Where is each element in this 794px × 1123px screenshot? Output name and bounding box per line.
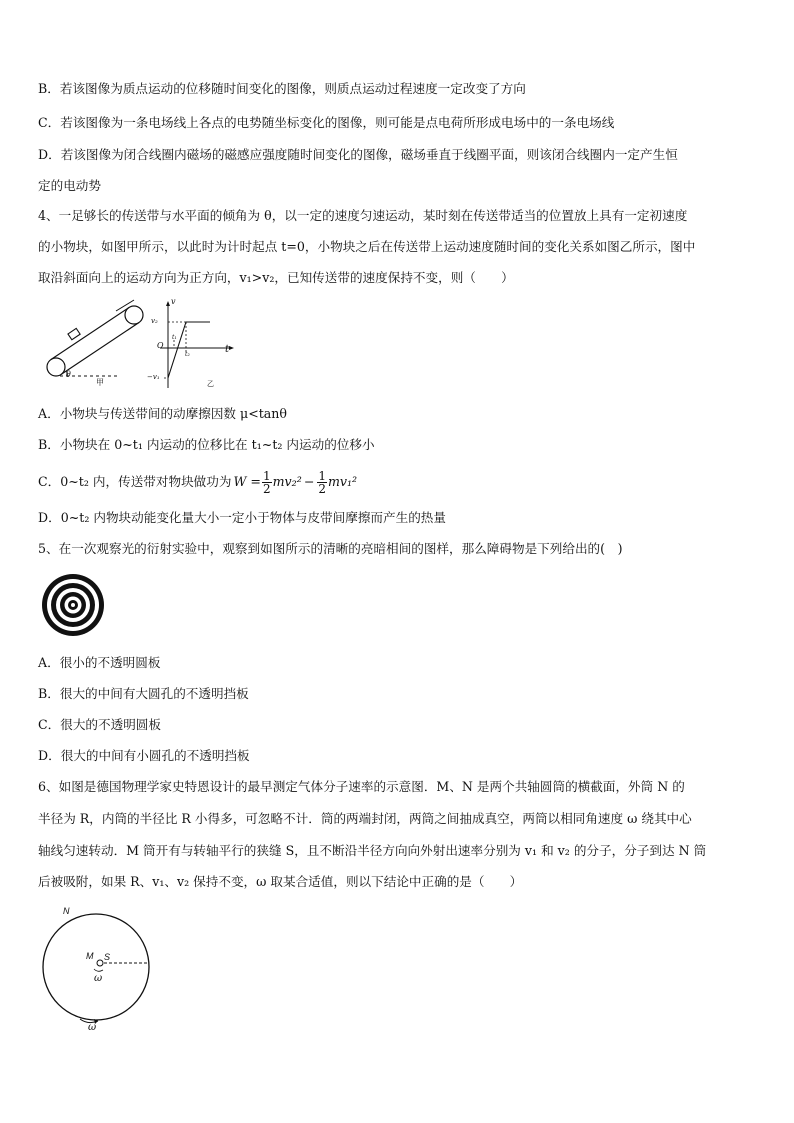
fraction-num: 1 [262, 468, 271, 483]
origin-label: O [157, 341, 164, 350]
diffraction-rings-figure [38, 570, 108, 640]
q3-option-b: B．若该图像为质点运动的位移随时间变化的图像，则质点运动过程速度一定改变了方向 [38, 81, 526, 96]
q3-option-c: C．若该图像为一条电场线上各点的电势随坐标变化的图像，则可能是点电荷所形成电场中的一条电场线 [38, 115, 615, 130]
mv2-squared: mv₂² [272, 474, 302, 489]
mv1-squared: mv₁² [327, 474, 358, 489]
minus-v1-label: −v₁ [147, 373, 160, 381]
q5-option-d: D．很大的中间有小圆孔的不透明挡板 [38, 748, 250, 763]
v2-label: v₂ [151, 317, 158, 325]
q6-stem-line4: 后被吸附，如果 R、v₁、v₂ 保持不变，ω 取某合适值，则以下结论中正确的是（ ） [38, 874, 523, 889]
q3-option-d-line2: 定的电动势 [38, 178, 101, 193]
q4-option-d: D．0~t₂ 内物块动能变化量大小一定小于物体与皮带间摩擦而产生的热量 [38, 510, 446, 525]
q4-stem-line1: 4、一足够长的传送带与水平面的倾角为 θ，以一定的速度匀速运动，某时刻在传送带适当的位置放上具有一定初速度 [38, 208, 688, 223]
q3-option-d-line1: D．若该图像为闭合线圈内磁场的磁感应强度随时间变化的图像，磁场垂直于线圈平面，则该闭合线圈内一定产生恒 [38, 147, 678, 162]
q4-option-a: A．小物块与传送带间的动摩擦因数 μ<tanθ [38, 406, 288, 421]
omega-outer-label: ω [88, 1022, 97, 1033]
fraction-half-2 [317, 470, 327, 495]
t2-label: t₂ [185, 351, 190, 358]
fraction-den: 2 [318, 481, 326, 496]
figure-yi-label: 乙 [207, 380, 214, 388]
q4-stem-line3: 取沿斜面向上的运动方向为正方向，v₁>v₂，已知传送带的速度保持不变，则（ ） [38, 270, 514, 285]
figure-jia-label: 甲 [96, 378, 104, 387]
q4-option-c-prefix: C．0~t₂ 内，传送带对物块做功为 [38, 474, 232, 489]
cylinder-n-label: N [63, 906, 70, 916]
q5-stem: 5、在一次观察光的衍射实验中，观察到如图所示的清晰的亮暗相间的图样，那么障碍物是下列给出的( ) [38, 541, 623, 556]
omega-inner-label: ω [94, 973, 103, 984]
fraction-half-1 [262, 470, 272, 495]
q6-stem-line2: 半径为 R，内筒的半径比 R 小得多，可忽略不计．筒的两端封闭，两筒之间抽成真空，两筒以相同角速度 ω 绕其中心 [38, 811, 692, 826]
stern-experiment-figure [40, 905, 160, 1035]
q4-option-c-w: W = [233, 474, 261, 489]
q4-stem-line2: 的小物块，如图甲所示，以此时为计时起点 t=0，小物块之后在传送带上运动速度随时间的变化关系如图乙所示，图中 [38, 239, 696, 254]
minus-sign: − [303, 474, 315, 489]
axis-v-label: v [171, 297, 176, 306]
fraction-den: 2 [262, 481, 271, 496]
cylinder-m-label: M [86, 951, 94, 961]
q4-option-b: B．小物块在 0~t₁ 内运动的位移比在 t₁~t₂ 内运动的位移小 [38, 437, 375, 452]
theta-label: θ [66, 370, 71, 379]
slit-s-label: S [104, 952, 111, 962]
q6-stem-line1: 6、如图是德国物理学家史特恩设计的最早测定气体分子速率的示意图．M、N 是两个共轴圆筒的横截面，外筒 N 的 [38, 779, 685, 794]
axis-t-label: t [225, 344, 230, 355]
q6-stem-line3: 轴线匀速转动．M 筒开有与转轴平行的狭缝 S，且不断沿半径方向向外射出速率分别为 v₁ 和 v₂ 的分子，分子到达 N 筒 [38, 843, 707, 858]
q5-option-a: A．很小的不透明圆板 [38, 655, 161, 670]
q5-option-c: C．很大的不透明圆板 [38, 717, 161, 732]
q4-option-c [38, 463, 758, 501]
fraction-num: 1 [318, 468, 326, 483]
q5-option-b: B．很大的中间有大圆孔的不透明挡板 [38, 686, 249, 701]
t1-label: t₁ [172, 334, 177, 341]
